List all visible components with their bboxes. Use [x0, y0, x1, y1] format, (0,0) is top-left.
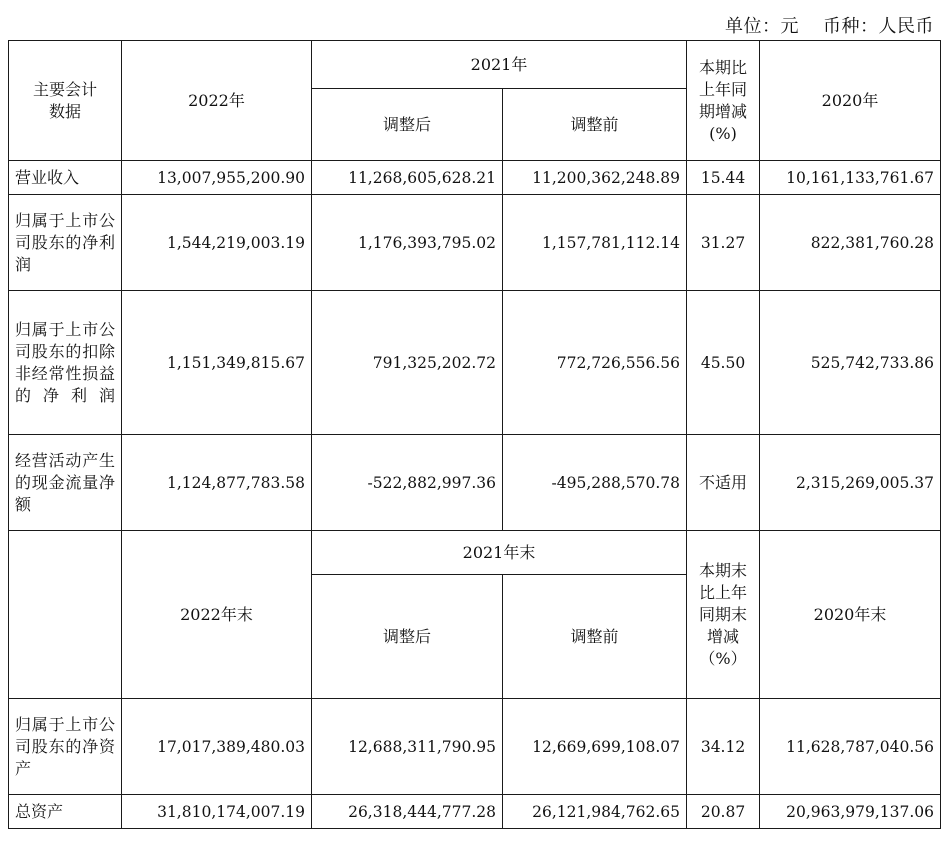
cell-2021-after: 1,176,393,795.02 [312, 195, 503, 291]
cell-change: 34.12 [687, 699, 760, 795]
cell-change: 15.44 [687, 161, 760, 195]
cell-2020: 822,381,760.28 [760, 195, 941, 291]
header2-2021-adjusted-before: 调整前 [503, 575, 687, 699]
table-row [9, 435, 941, 531]
header-2021: 2021年 [312, 41, 687, 89]
cell-2021-after: 12,688,311,790.95 [312, 699, 503, 795]
cell-2022: 13,007,955,200.90 [122, 161, 312, 195]
header2-2022: 2022年末 [122, 531, 312, 699]
header-2021-adjusted-before: 调整前 [503, 89, 687, 161]
row-label: 营业收入 [9, 161, 122, 195]
cell-2021-before: 772,726,556.56 [503, 291, 687, 435]
unit-label: 单位：元 [725, 16, 799, 37]
unit-currency-line [725, 12, 934, 38]
cell-2021-after: 791,325,202.72 [312, 291, 503, 435]
header-2020: 2020年 [760, 41, 941, 161]
row-label: 归属于上市公司股东的扣除非经常性损益的净利润 [9, 291, 122, 435]
row-label: 归属于上市公司股东的净资产 [9, 699, 122, 795]
header1-row-top [9, 41, 941, 89]
cell-2021-after: 26,318,444,777.28 [312, 795, 503, 829]
currency-label: 币种：人民币 [823, 16, 934, 37]
cell-2021-before: 1,157,781,112.14 [503, 195, 687, 291]
cell-2022: 1,124,877,783.58 [122, 435, 312, 531]
cell-change: 31.27 [687, 195, 760, 291]
table-row [9, 195, 941, 291]
table-row [9, 291, 941, 435]
cell-2021-before: -495,288,570.78 [503, 435, 687, 531]
cell-2020: 11,628,787,040.56 [760, 699, 941, 795]
cell-2020: 525,742,733.86 [760, 291, 941, 435]
cell-2022: 31,810,174,007.19 [122, 795, 312, 829]
row-label: 总资产 [9, 795, 122, 829]
cell-2021-after: 11,268,605,628.21 [312, 161, 503, 195]
key-accounting-data-table [8, 40, 941, 829]
row-label: 经营活动产生的现金流量净额 [9, 435, 122, 531]
cell-change: 不适用 [687, 435, 760, 531]
cell-2022: 1,151,349,815.67 [122, 291, 312, 435]
cell-2020: 10,161,133,761.67 [760, 161, 941, 195]
header-change: 本期比上年同期增减(%) [687, 41, 760, 161]
cell-2020: 2,315,269,005.37 [760, 435, 941, 531]
header2-item [9, 531, 122, 699]
cell-2022: 17,017,389,480.03 [122, 699, 312, 795]
header2-2021-adjusted-after: 调整后 [312, 575, 503, 699]
header2-row-top [9, 531, 941, 575]
cell-2022: 1,544,219,003.19 [122, 195, 312, 291]
table-row [9, 795, 941, 829]
header2-2020: 2020年末 [760, 531, 941, 699]
cell-2020: 20,963,979,137.06 [760, 795, 941, 829]
cell-change: 20.87 [687, 795, 760, 829]
header2-2021: 2021年末 [312, 531, 687, 575]
header-2022: 2022年 [122, 41, 312, 161]
table-row [9, 161, 941, 195]
table-row [9, 699, 941, 795]
header-2021-adjusted-after: 调整后 [312, 89, 503, 161]
cell-2021-after: -522,882,997.36 [312, 435, 503, 531]
cell-2021-before: 26,121,984,762.65 [503, 795, 687, 829]
cell-2021-before: 11,200,362,248.89 [503, 161, 687, 195]
cell-2021-before: 12,669,699,108.07 [503, 699, 687, 795]
cell-change: 45.50 [687, 291, 760, 435]
header2-change: 本期末比上年同期末增减（%） [687, 531, 760, 699]
row-label: 归属于上市公司股东的净利润 [9, 195, 122, 291]
header-item: 主要会计 数据 [9, 41, 122, 161]
